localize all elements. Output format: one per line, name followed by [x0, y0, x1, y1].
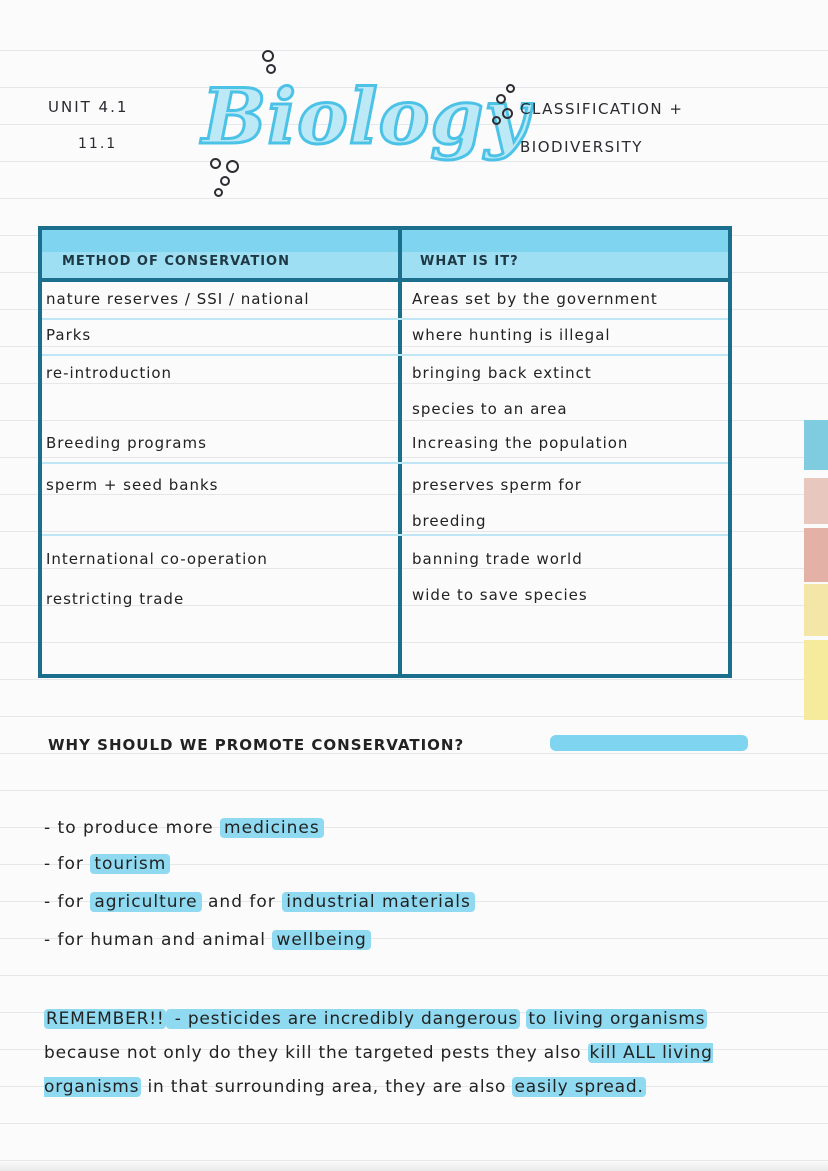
row-divider — [42, 534, 728, 536]
page-tab-blue[interactable] — [804, 420, 828, 470]
column-divider — [398, 230, 402, 674]
remember-text: in that surrounding area, they are also — [141, 1077, 513, 1097]
remember-text-highlight: to living organisms — [528, 1009, 706, 1029]
reason-highlight: agriculture — [90, 892, 201, 912]
remember-note — [44, 1002, 754, 1104]
cell-method: Parks — [46, 326, 92, 344]
bubble-decoration — [220, 176, 230, 186]
bubble-decoration — [496, 94, 506, 104]
cell-method: sperm + seed banks — [46, 476, 219, 494]
cell-description: wide to save species — [412, 586, 588, 604]
reason-text: - to produce more — [44, 818, 214, 838]
remember-text-highlight: kill ALL living organisms — [44, 1043, 713, 1097]
remember-text-highlight: - pesticides are incredibly dangerous — [168, 1009, 519, 1029]
cell-method: Breeding programs — [46, 434, 207, 452]
bubble-decoration — [502, 108, 513, 119]
cell-method: restricting trade — [46, 590, 185, 608]
reason-text: - for — [44, 854, 84, 874]
bubble-decoration — [506, 84, 515, 93]
reason-item — [44, 930, 371, 950]
reason-item — [44, 818, 324, 838]
unit-label: UNIT 4.1 — [48, 98, 129, 116]
bubble-decoration — [492, 116, 501, 125]
cell-method: re-introduction — [46, 364, 173, 382]
bubble-decoration — [210, 158, 221, 169]
reason-highlight: industrial materials — [282, 892, 475, 912]
cell-description: species to an area — [412, 400, 568, 418]
header-method: METHOD OF CONSERVATION — [62, 254, 290, 269]
remember-text-highlight: easily spread. — [514, 1077, 644, 1097]
cell-description: breeding — [412, 512, 487, 530]
reason-highlight: tourism — [90, 854, 170, 874]
row-divider — [42, 462, 728, 464]
page-title: Biology — [202, 72, 530, 161]
reason-item — [44, 854, 170, 874]
row-divider — [42, 318, 728, 320]
topic-line-1: CLASSIFICATION + — [520, 100, 684, 118]
page-bottom-edge — [0, 1161, 828, 1171]
remember-text: because not only do they kill the targeted pests they also — [44, 1043, 588, 1063]
reason-text: and for — [208, 892, 276, 912]
header-what-is-it: WHAT IS IT? — [420, 254, 519, 269]
reason-text: - for — [44, 892, 84, 912]
topic-line-2: BIODIVERSITY — [520, 138, 643, 156]
cell-description: preserves sperm for — [412, 476, 582, 494]
cell-description: Areas set by the government — [412, 290, 658, 308]
cell-description: bringing back extinct — [412, 364, 592, 382]
page-tab-yellow[interactable] — [804, 584, 828, 636]
bubble-decoration — [266, 64, 276, 74]
cell-method: nature reserves / SSI / national — [46, 290, 310, 308]
page-tab-yellow-2[interactable] — [804, 640, 828, 720]
bubble-decoration — [226, 160, 239, 173]
cell-description: Increasing the population — [412, 434, 629, 452]
cell-description: banning trade world — [412, 550, 583, 568]
cell-method: International co-operation — [46, 550, 268, 568]
question-highlight-line — [550, 735, 748, 751]
reason-highlight: medicines — [220, 818, 324, 838]
reason-text: - for human and animal — [44, 930, 267, 950]
title-art — [190, 50, 530, 200]
conservation-table — [38, 226, 732, 678]
page-tab-pink[interactable] — [804, 478, 828, 524]
bubble-decoration — [214, 188, 223, 197]
remember-label: REMEMBER!! — [46, 1009, 165, 1029]
reason-item — [44, 892, 475, 912]
unit-sub-label: 11.1 — [78, 136, 118, 152]
bubble-decoration — [262, 50, 274, 62]
cell-description: where hunting is illegal — [412, 326, 611, 344]
page-tab-salmon[interactable] — [804, 528, 828, 582]
row-divider — [42, 354, 728, 356]
reason-highlight: wellbeing — [272, 930, 370, 950]
conservation-question: WHY SHOULD WE PROMOTE CONSERVATION? — [48, 736, 465, 754]
